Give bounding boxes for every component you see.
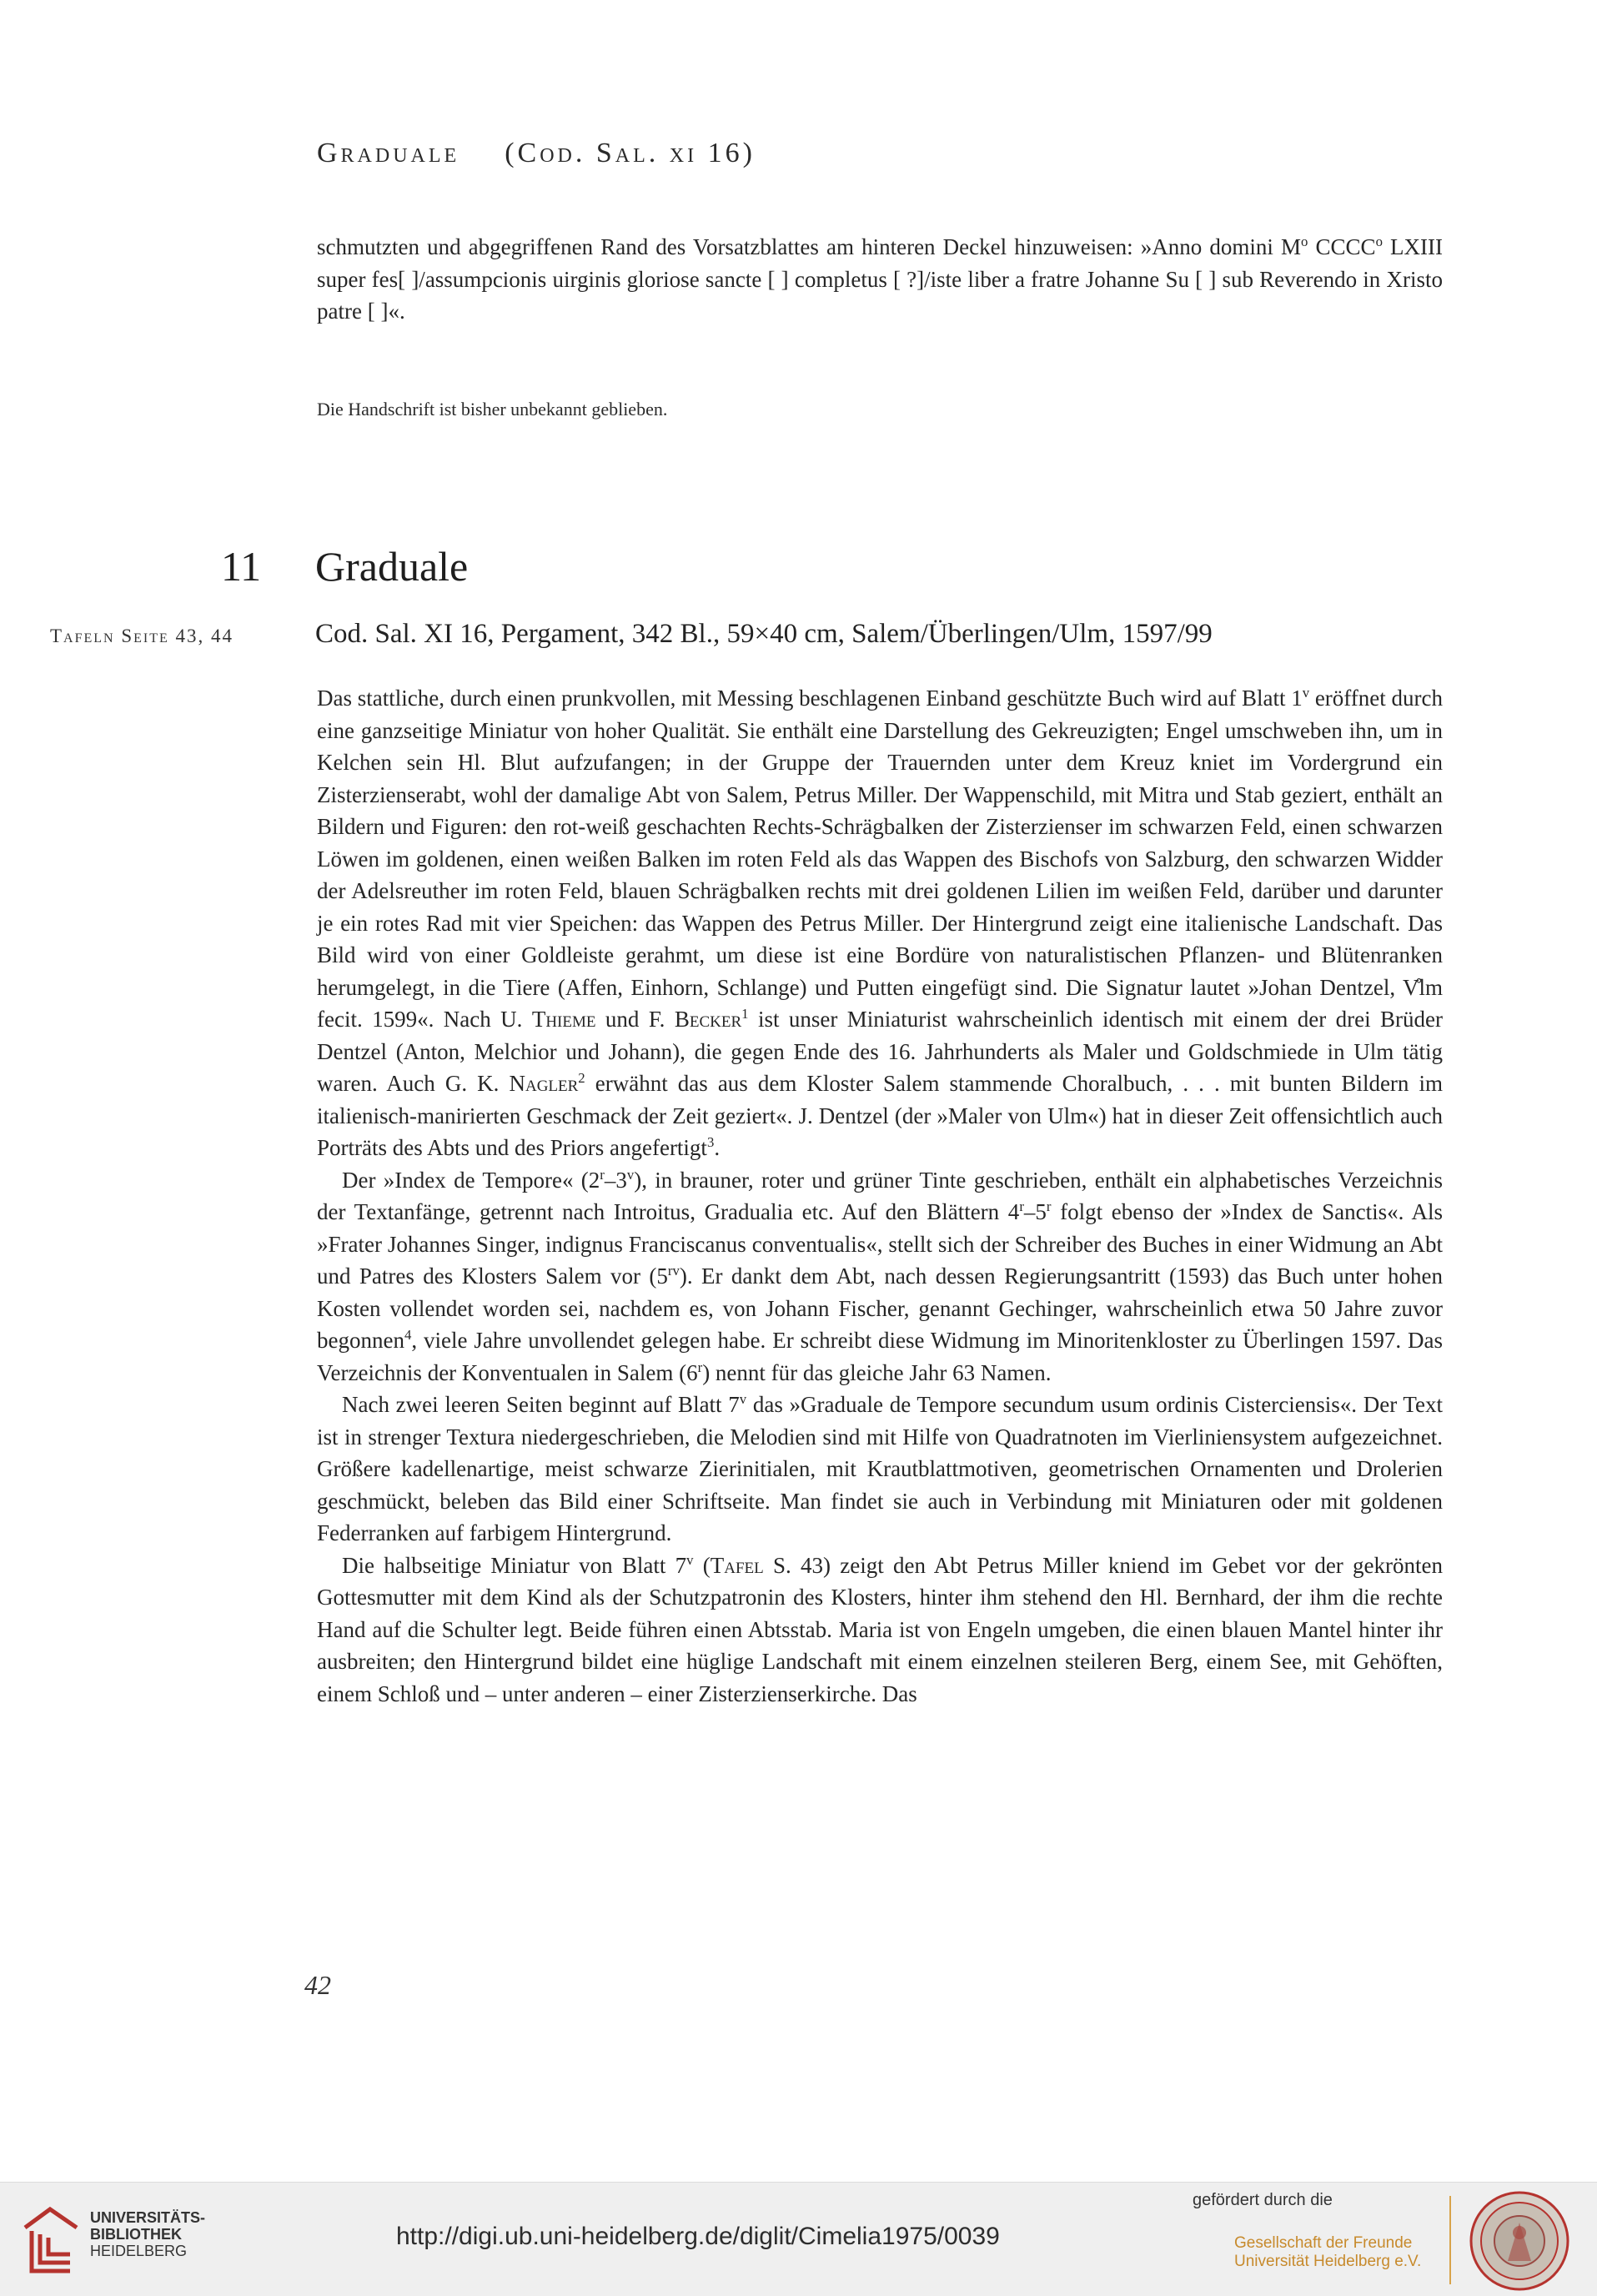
superscript: o (1301, 234, 1308, 249)
text-run: schmutzten und abgegriffenen Rand des Vorsatzblattes am hinteren Deckel hinzuweisen: »Anno domini M (317, 234, 1302, 259)
text-run: ). Er dankt dem Abt, nach dessen Regierungsantritt (1593) das Buch unter hohen Kosten vollendet worden sei, nachdem es, von Johann Fischer, genannt Gechinger, wahrscheinlich etwa 50 Jahre zuvor begonnen (317, 1264, 1443, 1353)
text-run: S. 43) zeigt den Abt Petrus Miller kniend im Gebet vor der gekrönten Gottesmutter mit dem Kind als der Schutzpatronin des Klosters, hinter ihm stehend den Hl. Bernhard, der ihm die rechte Hand auf die Schulter legt. Beide führen einen Abtsstab. Maria ist von Engeln umgeben, die einen blauen Mantel hinter ihr ausbreiten; den Hintergrund bildet eine hüglige Landschaft mit einem einzelnen steileren Berg, einem See, mit Gehöften, einem Schloß und – unter anderen – einer Zisterzienserkirche. Das (317, 1552, 1444, 1706)
superscript: v (1302, 685, 1310, 701)
page-number: 42 (304, 1970, 331, 2000)
superscript: r (1019, 1198, 1024, 1214)
sponsor-label: gefördert durch die (1193, 2191, 1333, 2209)
permalink-url[interactable]: http://digi.ub.uni-heidelberg.de/diglit/Cimelia1975/0039 (396, 2223, 1000, 2250)
text-run: folgt ebenso der »Index de Sanctis«. Als »Frater Johannes Singer, indignus Franciscanus conventualis«, stellt sich der Schreiber des Buches in einer Widmung an Abt und Patres des Klosters Salem vor (5 (317, 1199, 1443, 1289)
university-seal-icon[interactable] (1468, 2189, 1571, 2293)
note-line: Die Handschrift ist bisher unbekannt geblieben. (317, 399, 668, 420)
plate-reference: Tafel (710, 1552, 764, 1578)
text-run: –3 (604, 1167, 627, 1193)
superscript: o (1375, 234, 1383, 249)
author-name: Thieme (531, 1007, 596, 1032)
running-head-signature: (Cod. Sal. xi 16) (505, 138, 756, 168)
library-name-line: HEIDELBERG (90, 2243, 188, 2259)
text-run: Der »Index de Tempore« (2 (342, 1167, 600, 1193)
superscript: r (1046, 1198, 1052, 1214)
superscript: rv (667, 1263, 680, 1279)
author-name: Becker (674, 1007, 742, 1032)
paragraph (317, 1389, 1443, 1550)
body-text (317, 682, 1443, 1710)
text-run: , viele Jahre unvollendet gelegen habe. Er schreibt diese Widmung im Minoritenkloster zu Überlingen 1597. Das Verzeichnis der Konventualen in Salem (6 (317, 1328, 1443, 1385)
text-run: Das stattliche, durch einen prunkvollen, mit Messing beschlagenen Einband geschützte Buch wird auf Blatt 1 (317, 686, 1303, 711)
running-head (317, 138, 756, 169)
superscript: v (686, 1551, 694, 1568)
paragraph (317, 682, 1443, 1164)
sponsor-name[interactable] (1234, 2234, 1421, 2271)
superscript: v (739, 1391, 747, 1407)
viewer-footer (0, 2182, 1597, 2296)
text-run: LXIII super fes[ ]/assumpcionis uirginis gloriose sancte [ ] completus [ ?]/iste liber a fratre Johanne Su [ ] sub Reverendo in Xristo patre [ ]«. (317, 234, 1444, 324)
continuation-paragraph (317, 231, 1443, 328)
catalog-line: Cod. Sal. XI 16, Pergament, 342 Bl., 59×40 cm, Salem/Überlingen/Ulm, 1597/99 (315, 619, 1213, 649)
text-run: CCCC (1308, 234, 1376, 259)
footnote-ref: 2 (578, 1070, 585, 1086)
paragraph (317, 1550, 1443, 1711)
entry-title: Graduale (315, 543, 469, 590)
divider (1449, 2196, 1451, 2284)
library-name-line: BIBLIOTHEK (90, 2226, 182, 2243)
text-run: eröffnet durch eine ganzseitige Miniatur von hoher Qualität. Sie enthält eine Darstellung des Gekreuzigten; Engel umschweben ihn, um in Kelchen sein Hl. Blut aufzufangen; in der Gruppe der Trauernden unter dem Kreuz kniet im Vordergrund ein Zisterzienserabt, wohl der damalige Abt von Salem, Petrus Miller. Der Wappenschild, mit Mitra und Stab geziert, enthält an Bildern und Figuren: den rot-weiß geschachten Rechts-Schrägbalken der Zisterzienser im schwarzen Feld, einen schwarzen Löwen im goldenen, einen weißen Balken im roten Feld als das Wappen des Bischofs von Salzburg, den schwarzen Widder der Adelsreuther im roten Feld, blauen Schrägbalken rechts mit drei goldenen Lilien im weißen Feld, darüber und darunter je ein rotes Rad mit vier Speichen: das Wappen des Petrus Miller. Der Hintergrund zeigt eine italienische Landschaft. Das Bild wird von einer Goldleiste gerahmt, um diese ist eine Bordüre von naturalistischen Pflanzen- und Blütenranken herumgelegt, in die Tiere (Affen, Einhorn, Schlange) und Putten eingefügt sind. Die Signatur lautet »Johan Dentzel, V̊lm fecit. 1599«. Nach U. (317, 686, 1444, 1032)
author-name: Nagler (509, 1071, 579, 1096)
text-run: ) nennt für das gleiche Jahr 63 Namen. (702, 1359, 1052, 1385)
text-run: erwähnt das aus dem Kloster Salem stammende Choralbuch, . . . mit bunten Bildern im italienisch-manirierten Geschmack der Zeit geziert«. J. Dentzel (der »Maler von Ulm«) hat in dieser Zeit offensichtlich auch Porträts des Abts und des Priors angefertigt (317, 1071, 1443, 1160)
text-run: ( (693, 1552, 711, 1578)
footnote-ref: 4 (404, 1327, 412, 1343)
footnote-ref: 3 (706, 1134, 715, 1150)
sponsor-name-line: Universität Heidelberg e.V. (1234, 2253, 1422, 2270)
library-name[interactable] (90, 2209, 205, 2259)
superscript: v (626, 1166, 635, 1183)
library-logo-icon[interactable] (17, 2203, 85, 2278)
text-run: Nach zwei leeren Seiten beginnt auf Blatt 7 (342, 1392, 740, 1417)
text-run: Die halbseitige Miniatur von Blatt 7 (342, 1552, 687, 1578)
superscript: r (697, 1359, 703, 1375)
text-run: –5 (1023, 1199, 1047, 1224)
plates-reference: Tafeln Seite 43, 44 (50, 625, 234, 646)
superscript: r (600, 1166, 605, 1183)
text-run: ist unser Miniaturist wahrscheinlich identisch mit einem der drei Brüder Dentzel (Anton, Melchior und Johann), die gegen Ende des 16. Jahrhunderts als Maler und Goldschmiede in Ulm tätig waren. Auch G. K. (317, 1007, 1443, 1096)
text-run: . (714, 1135, 721, 1160)
entry-number: 11 (221, 543, 262, 590)
text-run: das »Graduale de Tempore secundum usum ordinis Cisterciensis«. Der Text ist in strenger Textura niedergeschrieben, die Melodien sind mit Hilfe von Quadratnoten im Vierliniensystem aufgezeichnet. Größere kadellenartige, meist schwarze Zierinitialen, mit Krautblattmotiven, geometrischen Ornamenten und Drolerien geschmückt, beleben das Bild einer Schriftseite. Man findet sie auch in Verbindung mit Miniaturen oder mit goldenen Federranken auf farbigem Hintergrund. (317, 1392, 1443, 1545)
footnote-ref: 1 (741, 1006, 749, 1022)
sponsor-name-line: Gesellschaft der Freunde (1234, 2234, 1413, 2252)
running-head-title: Graduale (317, 138, 460, 168)
text-run: und F. (595, 1007, 675, 1032)
text-run: ), in brauner, roter und grüner Tinte geschrieben, enthält ein alphabetisches Verzeichnis der Textanfänge, getrennt nach Introitus, Gradualia etc. Auf den Blättern 4 (317, 1167, 1443, 1224)
library-name-line: UNIVERSITÄTS- (90, 2209, 206, 2226)
paragraph (317, 1164, 1443, 1389)
